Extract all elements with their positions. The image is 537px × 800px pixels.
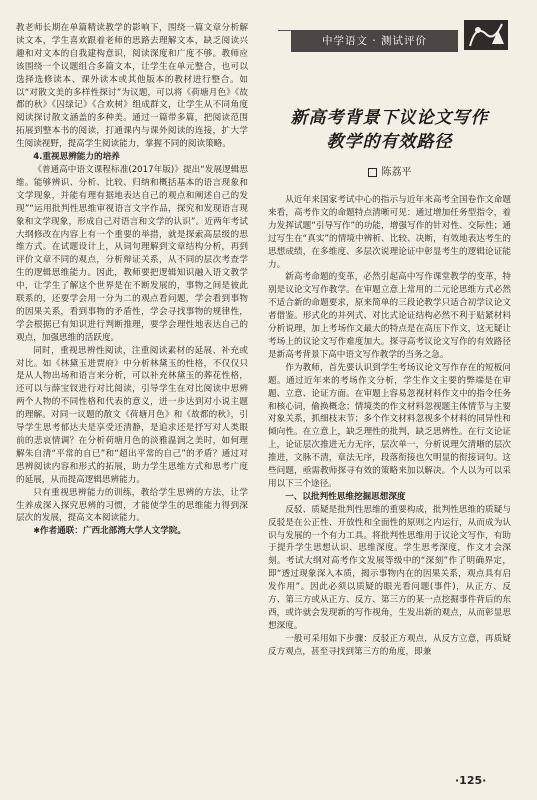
paragraph: 教老师长期在单篇精读教学的影响下，围绕一篇文章分析解读文本，学生喜欢跟着老师的思路去理解文本，缺乏阅读兴趣和对文本的自我建构意识，阅读深度和广度不够。教师应该围绕一个议题组合多篇文本，让学生在单元整合，也可以选择选修读本、课外读本或其他版本的教材进行整合。如以“对散文美的多样性探讨”为议题，可以将《荷塘月色》《故都的秋》《囚绿记》《合欢树》组成群文，让学生从不同角度阅读探讨散文涵盖的多种美。通过一篇带多篇，把阅读范围拓展到整本书的阅读，打通课内与课外阅读的连接，扩大学生阅读视野，提高学生阅读能力，掌握不同的阅读策略。 — [16, 23, 248, 150]
author-byline — [268, 163, 511, 178]
paragraph: 《普通高中语文课程标准(2017年版)》提出“发展逻辑思维。能够辨识、分析、比较、归纳和概括基本的语言现象和文学现象，并能有理有据地表达自己的观点和阐述自己的发现”“运用批判性思维审视语言文字作品，探究和发现语言现象和文学现象，形成自己对语言和文学的认识”。近两年考试大纲修改在内容上有一个重要的举措，就是探索高层级的思维方式。在试题设计上，从词句理解到文章结构分析，再到评价文章不同的观点，分析辩证关系，从不同的层次考查学生的逻辑思维能力。因此，教师要把逻辑知识融入语文教学中，让学生了解这个世界是在不断发展的，事物之间是彼此联系的，还要学会用一分为二的观点看问题，学会看到事物的因果关系，看到事物的矛盾性，学会寻找事物的规律性，学会根据已有知识进行判断推理，要学会理性地表达自己的观点，加强思维的活跃度。 — [16, 164, 248, 343]
left-column — [16, 22, 248, 712]
paragraph: 作为教师，首先要认识到学生考场议论文写作存在的短板问题。通过近年来的考场作文分析，学生作文主要的弊端是在审题、立意、论证方面。在审题上容易忽视材料作文中的指令任务和核心词，偷换概念；情境类的作文材料忽视题主体情节与主要对象关系，抓细枝末节；多个作文材料忽视多个材料的同异性和倾向性。在立意上，缺乏理性的批判，缺乏思辨性。在行文论证上，论证层次推进无力无序，层次单一，分析说理欠清晰的层次推进，文脉不清，章法无序，段落衔接也欠明显的衔接词句。这些问题，亟需教师探寻有效的策略来加以解决。个人以为可以采用以下三个途径。 — [268, 362, 511, 489]
paragraph: 只有重视思辨能力的训练，教给学生思辨的方法，让学生养成深入探究思辨的习惯，才能使学生的思维能力得到深层次的发展，提高文本阅读能力。 — [16, 487, 248, 524]
author-name: 陈荔平 — [381, 167, 412, 178]
paragraph: 一般可采用如下步骤：反驳正方观点，从反方立意，再质疑反方观点，甚至寻找到第三方的角度，即兼 — [268, 633, 511, 657]
section-header: 中学语文 · 测试评价 — [291, 30, 458, 52]
section-subheading: 4.重视思辨能力的培养 — [33, 152, 120, 163]
section-subheading: 一、以批判性思维挖掘思想深度 — [285, 491, 406, 502]
right-column — [268, 194, 511, 769]
author-note-label: 作者通联 — [39, 526, 75, 537]
article-title-line2: 教学的有效路径 — [326, 132, 453, 152]
paragraph: 反驳、质疑是批判性思维的重要构成，批判性思维的质疑与反驳是在公正性、开放性和全面性的原则之内运行，从而成为认识与发展的一个有力工具。将批判性思维用于议论文写作，有助于提升学生思想认识、思维深度。学生思考深度，作文才会深刻。考试大纲对高考作文发展等级中的“深刻”作了明确界定，即“透过现象深入本质，揭示事物内在的因果关系，观点具有启发作用”。因此必须以质疑的眼光看问题(事件)，从正方、反方、第三方或从正方、反方、第三方的某一点挖掘事件背后的东西，或许就会发现新的写作视角，生发出新的观点，从而彰显思想深度。 — [268, 504, 511, 631]
paragraph: 新高考命题的变革，必然引起高中写作课堂教学的变革，特别是议论文写作教学。在审题立意上常用的二元论思维方式必然不适合新的命题要求，原来简单的三段论教学只适合初学议论文者借鉴。形式化的并列式、对比式论证结构必然不利于贴紧材料分析说理，加上考场作文最大的特点是在高压下作文，这无疑让考场上的议论文写作难度加大。探寻高考议论文写作的有效路径是新高考背景下高中语文写作教学的当务之急。 — [268, 272, 511, 360]
author-note: ✱作者通联：广西北部湾大学人文学院。 — [33, 526, 187, 537]
author-note-text: 广西北部湾大学人文学院。 — [82, 526, 187, 537]
decorative-ornament-icon — [462, 16, 510, 54]
square-marker-icon — [368, 168, 377, 177]
page-number: ·125· — [455, 774, 487, 787]
paragraph: 同时，重视思辨性阅读，注重阅读素材的延展、补充或对比。如《林黛玉进贾府》中分析林黛玉的性格，不仅仅只是从人物出场和语言来分析，可以补充林黛玉的葬花性格，还可以与薛宝钗进行对比阅读，引导学生在对比阅读中思辨两个人物的不同性格和代表的意义，进一步达到对小说主题的理解。对同一议题的散文《荷塘月色》和《故都的秋》，引导学生思考郁达夫是享受还清静，是追求还是抒写对人类眼前的悲哀情调？在分析荷塘月色的淡雅温润之美时，如何理解朱自清“平常的自已”和“超出平常的自己”的矛盾？通过对思辨阅读内容和形式的拓展，助力学生思维方式和思考广度的延展，从而提高逻辑思辨能力。 — [16, 345, 248, 485]
paragraph: 从近年来国家考试中心的指示与近年来高考全国卷作文命题来看，高考作文的命题特点清晰可见：通过增加任务型指令，着力发挥试题“引导写作”的功能，增强写作的针对性、交际性；通过写生在“真实”的情境中辨析、比较、决断，有效地表达考生的思想成绩，在多维度、多层次说理论证中彰显考生的逻辑论证能力。 — [268, 195, 511, 270]
star-icon: ✱ — [33, 526, 40, 536]
article-title-line1: 新高考背景下议论文写作 — [290, 108, 489, 128]
